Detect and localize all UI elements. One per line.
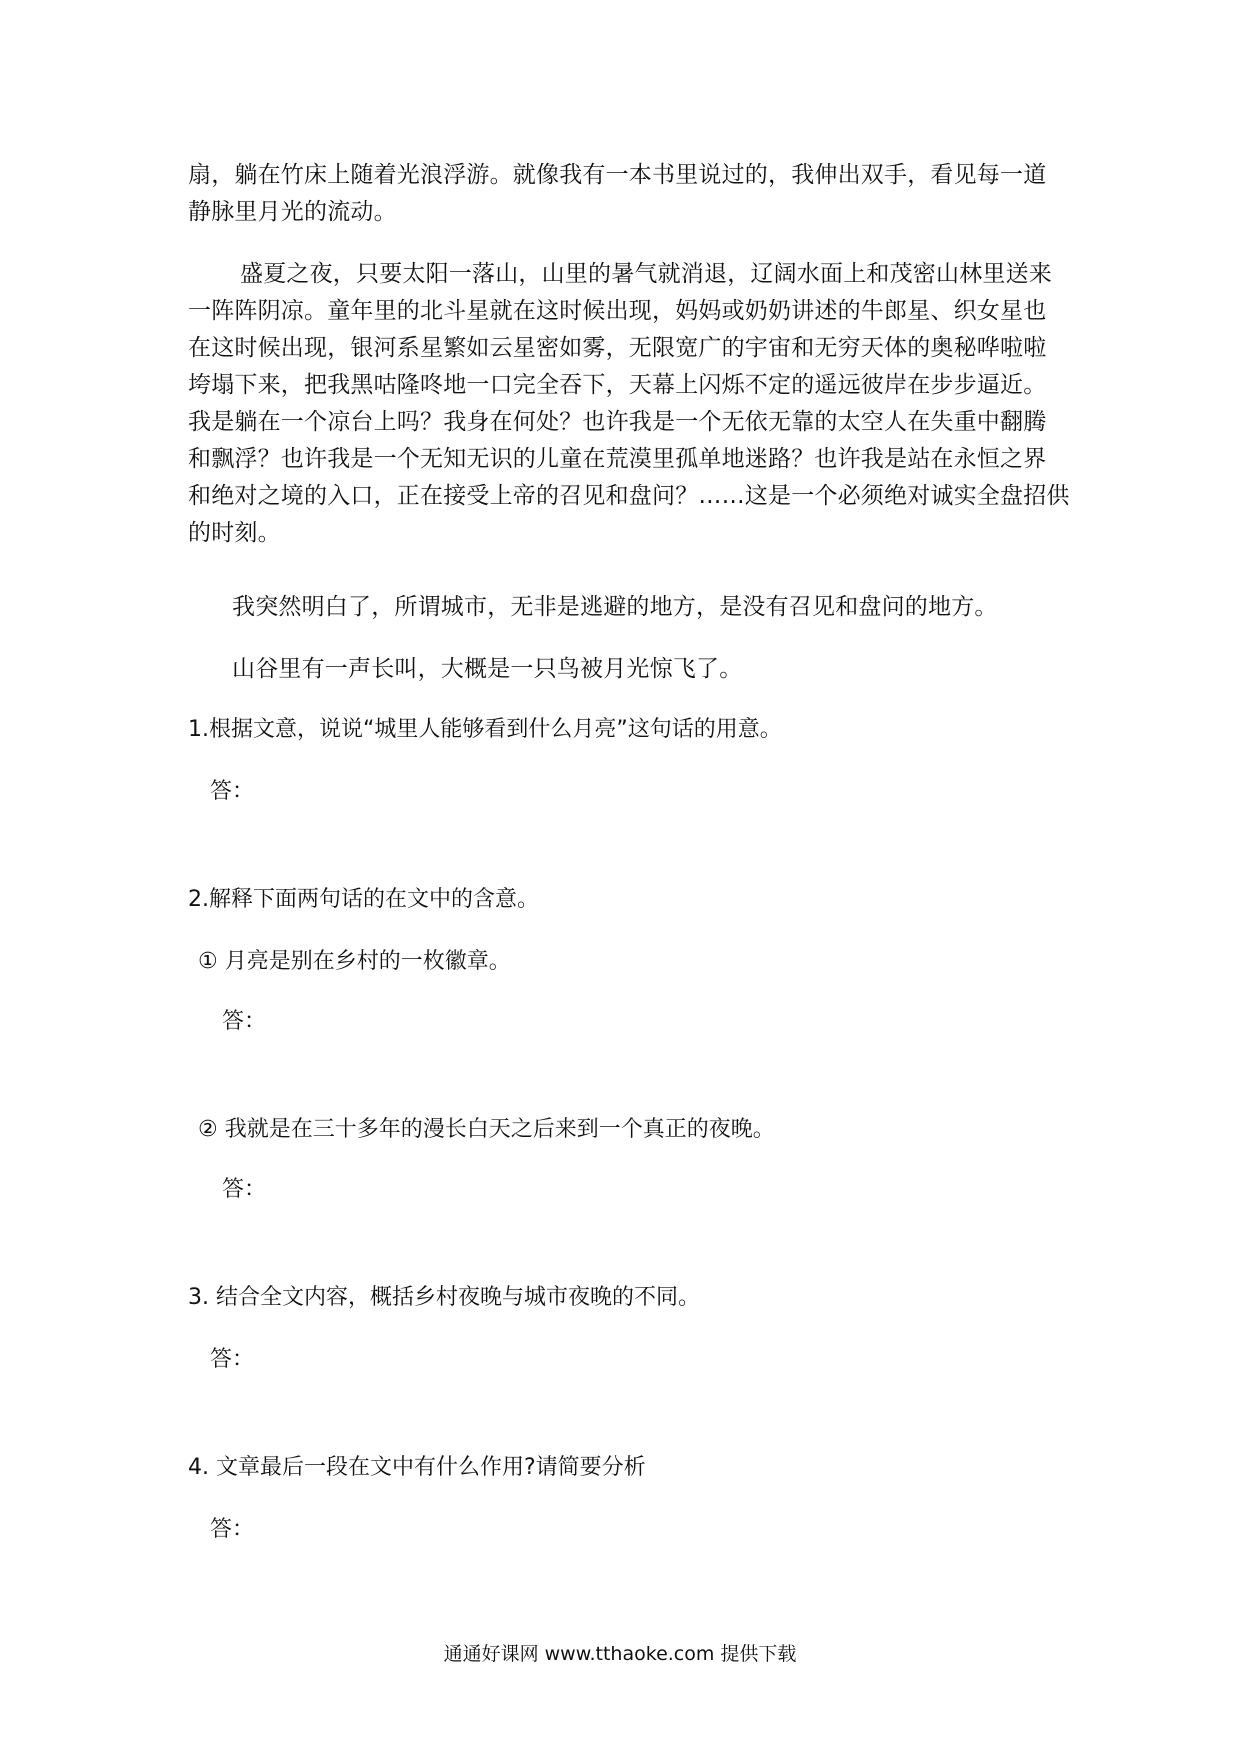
passage-line: 山谷里有一声长叫，大概是一只鸟被月光惊飞了。 [232, 656, 743, 682]
question-3: 3. 结合全文内容，概括乡村夜晚与城市夜晚的不同。 [188, 1285, 700, 1310]
question-4: 4. 文章最后一段在文中有什么作用?请简要分析 [188, 1455, 646, 1480]
passage-line: 我突然明白了，所谓城市，无非是逃避的地方，是没有召见和盘问的地方。 [232, 594, 998, 620]
answer-label: 答： [210, 779, 255, 804]
passage-line: 我是躺在一个凉台上吗？我身在何处？也许我是一个无依无靠的太空人在失重中翻腾 [188, 409, 1047, 435]
question-2-item-2: ② 我就是在三十多年的漫长白天之后来到一个真正的夜晚。 [198, 1117, 775, 1142]
answer-label: 答： [222, 1009, 267, 1034]
passage-line: 的时刻。 [188, 520, 281, 546]
answer-label: 答： [222, 1177, 267, 1202]
passage-line: 和绝对之境的入口，正在接受上帝的召见和盘问？……这是一个必须绝对诚实全盘招供 [188, 483, 1070, 509]
passage-line: 盛夏之夜，只要太阳一落山，山里的暑气就消退，辽阔水面上和茂密山林里送来 [240, 261, 1052, 287]
passage-line: 垮塌下来，把我黑咕隆咚地一口完全吞下，天幕上闪烁不定的遥远彼岸在步步逼近。 [188, 372, 1047, 398]
passage-line: 和飘浮？也许我是一个无知无识的儿童在荒漠里孤单地迷路？也许我是站在永恒之界 [188, 446, 1047, 472]
page-footer: 通通好课网 www.tthaoke.com 提供下载 [443, 1643, 797, 1665]
question-2-item-1: ① 月亮是别在乡村的一枚徽章。 [198, 949, 511, 974]
passage-line: 在这时候出现，银河系星繁如云星密如雾，无限宽广的宇宙和无穷天体的奥秘哗啦啦 [188, 335, 1047, 361]
passage-line: 扇，躺在竹床上随着光浪浮游。就像我有一本书里说过的，我伸出双手，看见每一道 [188, 162, 1047, 188]
passage-line: 静脉里月光的流动。 [188, 199, 397, 225]
answer-label: 答： [210, 1347, 255, 1372]
question-2: 2.解释下面两句话的在文中的含意。 [188, 887, 539, 912]
question-1: 1.根据文意，说说“城里人能够看到什么月亮”这句话的用意。 [188, 717, 782, 742]
passage-line: 一阵阵阴凉。童年里的北斗星就在这时候出现，妈妈或奶奶讲述的牛郎星、织女星也 [188, 298, 1047, 324]
answer-label: 答： [210, 1517, 255, 1542]
